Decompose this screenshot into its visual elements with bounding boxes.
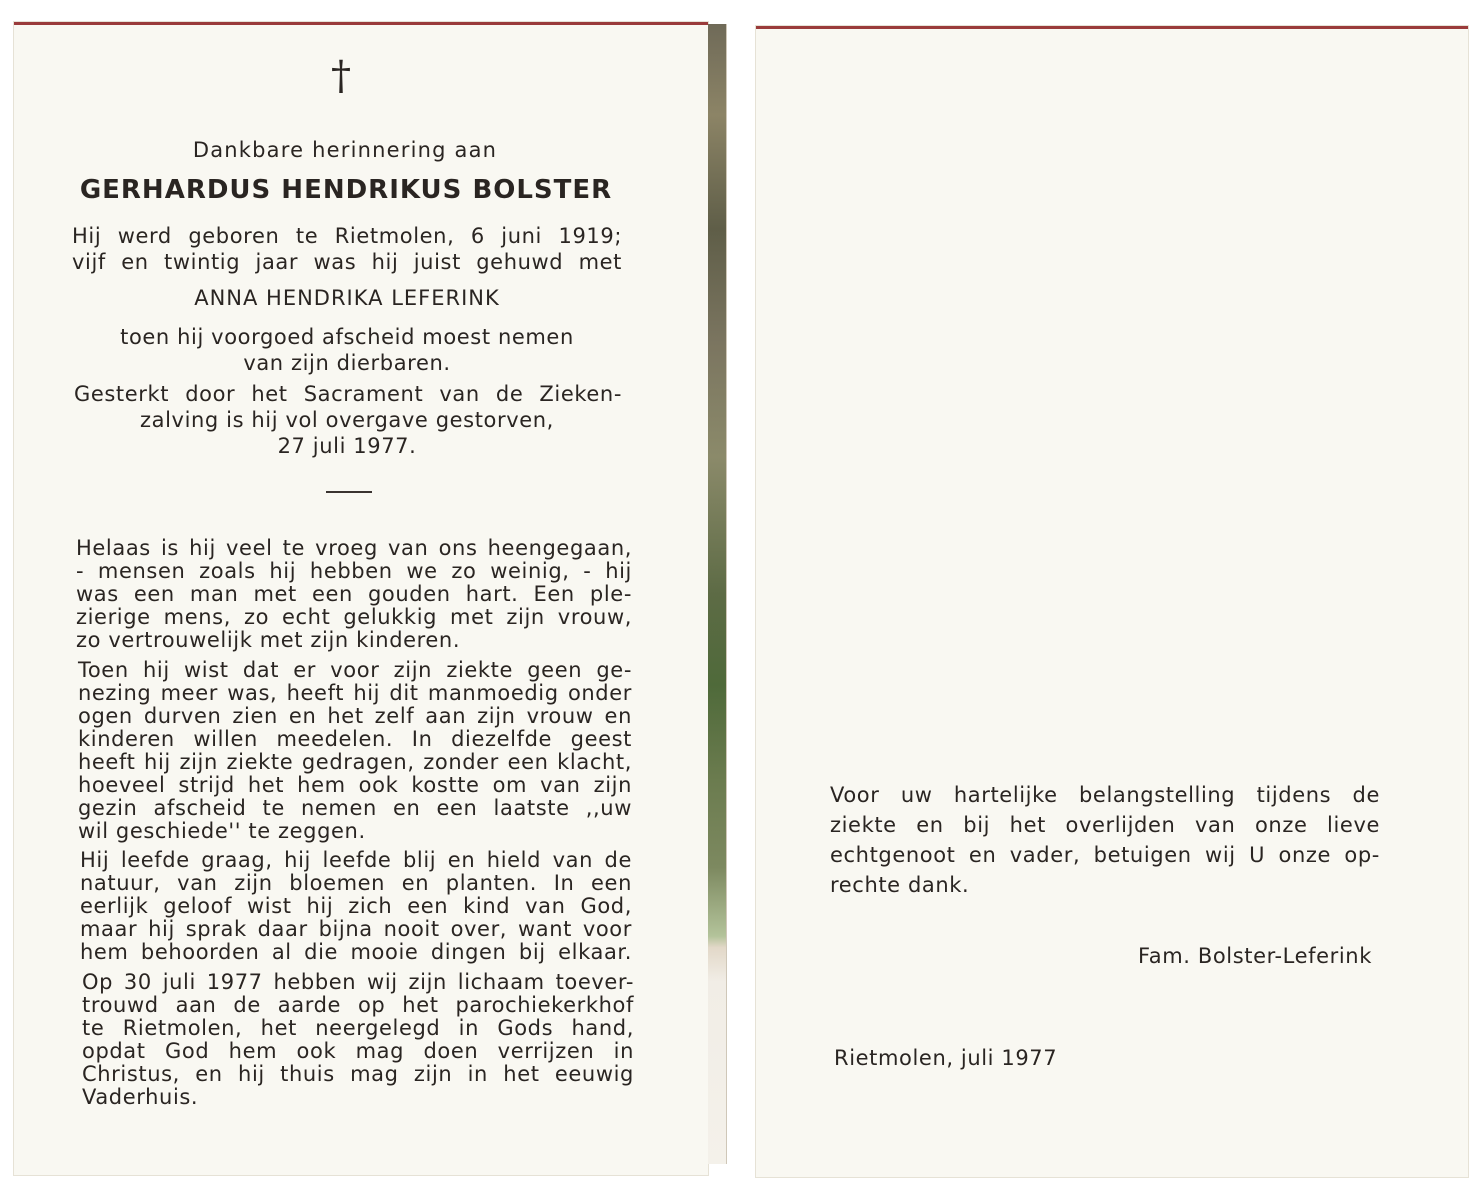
death-date: 27 juli 1977. [277,434,417,458]
body-line: was een man met een gouden hart. Een ple- [76,582,632,606]
body-line: maar hij sprak daar bijna nooit over, want voor [80,917,632,941]
body-line: Helaas is hij veel te vroeg van ons heengegaan, [76,536,632,560]
thanks-line: echtgenoot en vader, betuigen wij U onze op- [830,843,1380,867]
body-line: Hij leefde graag, hij leefde blij en hield van de [80,848,632,872]
thanks-line: ziekte en bij het overlijden van onze lieve [830,813,1380,837]
card-photo-edge [708,24,727,1164]
body-line: te Rietmolen, het neergelegd in Gods hand, [82,1016,634,1040]
body-line: ogen durven zien en het zelf aan zijn vrouw en [78,704,632,728]
body-line: zo vertrouwelijk met zijn kinderen. [76,628,461,652]
detail-line: Hij werd geboren te Rietmolen, 6 juni 1919; [72,224,622,248]
detail-line: vijf en twintig jaar was hij juist gehuwd met [72,250,622,274]
body-line: - mensen zoals hij hebben we zo weinig, - hij [76,559,632,583]
deceased-name: GERHARDUS HENDRIKUS BOLSTER [79,175,613,205]
body-line: trouwd aan de aarde op het parochiekerkhof [82,993,634,1017]
body-line: kinderen willen meedelen. In diezelfde geest [78,727,632,751]
detail-line: van zijn dierbaren. [243,351,451,375]
body-line: gezin afscheid te nemen en een laatste ,,uw [78,796,632,820]
body-line: eerlijk geloof wist hij zich een kind van God, [80,894,632,918]
detail-line: zalving is hij vol overgave gestorven, [140,408,554,432]
spouse-name: ANNA HENDRIKA LEFERINK [194,286,500,310]
cross-symbol: † [331,53,351,99]
body-line: Op 30 juli 1977 hebben wij zijn lichaam toever- [82,970,634,994]
body-line: zierige mens, zo echt gelukkig met zijn vrouw, [76,605,632,629]
body-line: Vaderhuis. [82,1085,199,1109]
body-line: opdat God hem ook mag doen verrijzen in [82,1039,634,1063]
body-line: nezing meer was, heeft hij dit manmoedig onder [78,681,632,705]
intro-text: Dankbare herinnering aan [192,138,498,162]
body-line: heeft hij zijn ziekte gedragen, zonder een klacht, [78,750,632,774]
body-line: Christus, en hij thuis mag zijn in het eeuwig [82,1062,634,1086]
thanks-line: Voor uw hartelijke belangstelling tijdens de [830,783,1380,807]
place-date: Rietmolen, juli 1977 [834,1046,1058,1070]
memorial-card-back [756,26,1468,1177]
detail-line: Gesterkt door het Sacrament van de Zieken- [74,382,622,406]
family-signature: Fam. Bolster-Leferink [1138,944,1372,968]
body-line: hoeveel strijd het hem ook kostte om van zijn [78,773,632,797]
body-line: hem behoorden al die mooie dingen bij elkaar. [80,940,632,964]
thanks-line: rechte dank. [830,873,970,897]
body-line: Toen hij wist dat er voor zijn ziekte geen ge- [78,658,632,682]
body-line: natuur, van zijn bloemen en planten. In een [80,871,632,895]
body-line: wil geschiede'' te zeggen. [78,819,366,843]
divider [326,491,372,493]
detail-line: toen hij voorgoed afscheid moest nemen [120,325,574,349]
